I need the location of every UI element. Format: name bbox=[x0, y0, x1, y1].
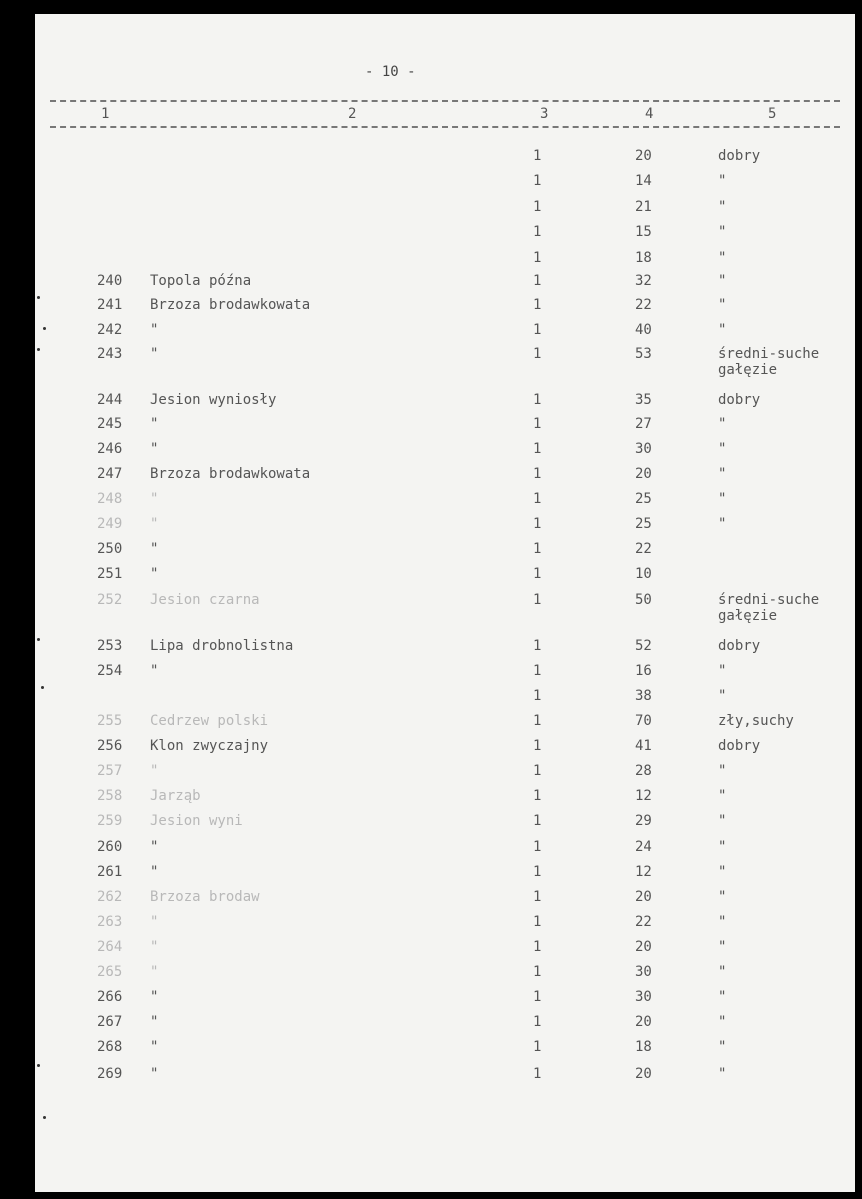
condition: " bbox=[718, 889, 727, 905]
species-name: " bbox=[150, 864, 159, 880]
table-row bbox=[35, 713, 855, 737]
row-number: 269 bbox=[97, 1066, 123, 1082]
species-name: " bbox=[150, 914, 159, 930]
row-number: 256 bbox=[97, 738, 123, 754]
tree-count: 1 bbox=[533, 516, 542, 532]
table-row bbox=[35, 541, 855, 565]
row-number: 264 bbox=[97, 939, 123, 955]
table-row bbox=[35, 273, 855, 297]
tree-count: 1 bbox=[533, 148, 542, 164]
trunk-size: 16 bbox=[635, 663, 652, 679]
condition: dobry bbox=[718, 738, 761, 754]
condition-line-2: gałęzie bbox=[718, 362, 778, 378]
tree-count: 1 bbox=[533, 416, 542, 432]
condition: " bbox=[718, 813, 727, 829]
condition: " bbox=[718, 466, 727, 482]
trunk-size: 20 bbox=[635, 939, 652, 955]
trunk-size: 40 bbox=[635, 322, 652, 338]
species-name: Brzoza brodaw bbox=[150, 889, 260, 905]
table-row bbox=[35, 250, 855, 274]
row-number: 243 bbox=[97, 346, 123, 362]
condition: dobry bbox=[718, 148, 761, 164]
table-row bbox=[35, 688, 855, 712]
trunk-size: 20 bbox=[635, 1066, 652, 1082]
trunk-size: 25 bbox=[635, 491, 652, 507]
row-number: 257 bbox=[97, 763, 123, 779]
species-name: " bbox=[150, 939, 159, 955]
species-name: Brzoza brodawkowata bbox=[150, 297, 311, 313]
tree-count: 1 bbox=[533, 738, 542, 754]
trunk-size: 10 bbox=[635, 566, 652, 582]
species-name: Lipa drobnolistna bbox=[150, 638, 294, 654]
condition: " bbox=[718, 250, 727, 266]
trunk-size: 18 bbox=[635, 250, 652, 266]
tree-count: 1 bbox=[533, 864, 542, 880]
table-row bbox=[35, 491, 855, 515]
condition: " bbox=[718, 1014, 727, 1030]
condition bbox=[718, 346, 819, 378]
tree-count: 1 bbox=[533, 1014, 542, 1030]
column-header-2: 2 bbox=[348, 106, 357, 122]
condition: " bbox=[718, 663, 727, 679]
tree-count: 1 bbox=[533, 964, 542, 980]
trunk-size: 22 bbox=[635, 914, 652, 930]
header-divider-top bbox=[50, 100, 840, 102]
condition: " bbox=[718, 763, 727, 779]
table-row bbox=[35, 839, 855, 863]
document-page bbox=[35, 14, 855, 1192]
row-number: 252 bbox=[97, 592, 123, 608]
species-name: Topola późna bbox=[150, 273, 252, 289]
trunk-size: 12 bbox=[635, 864, 652, 880]
row-number: 266 bbox=[97, 989, 123, 1005]
trunk-size: 38 bbox=[635, 688, 652, 704]
table-row bbox=[35, 864, 855, 888]
condition: " bbox=[718, 1039, 727, 1055]
table-row bbox=[35, 638, 855, 662]
condition: " bbox=[718, 273, 727, 289]
tree-count: 1 bbox=[533, 224, 542, 240]
row-number: 262 bbox=[97, 889, 123, 905]
species-name: Jarząb bbox=[150, 788, 201, 804]
tree-count: 1 bbox=[533, 566, 542, 582]
species-name: Brzoza brodawkowata bbox=[150, 466, 311, 482]
table-row bbox=[35, 173, 855, 197]
row-number: 248 bbox=[97, 491, 123, 507]
table-row bbox=[35, 199, 855, 223]
tree-count: 1 bbox=[533, 688, 542, 704]
tree-count: 1 bbox=[533, 322, 542, 338]
tree-count: 1 bbox=[533, 541, 542, 557]
table-row bbox=[35, 939, 855, 963]
table-row bbox=[35, 566, 855, 590]
table-row bbox=[35, 224, 855, 248]
condition: " bbox=[718, 516, 727, 532]
species-name: Jesion wyni bbox=[150, 813, 243, 829]
trunk-size: 30 bbox=[635, 441, 652, 457]
condition: " bbox=[718, 688, 727, 704]
tree-count: 1 bbox=[533, 441, 542, 457]
tree-count: 1 bbox=[533, 392, 542, 408]
condition: " bbox=[718, 989, 727, 1005]
trunk-size: 20 bbox=[635, 889, 652, 905]
column-header-4: 4 bbox=[645, 106, 654, 122]
table-row bbox=[35, 889, 855, 913]
species-name: " bbox=[150, 541, 159, 557]
row-number: 259 bbox=[97, 813, 123, 829]
tree-count: 1 bbox=[533, 989, 542, 1005]
row-number: 251 bbox=[97, 566, 123, 582]
species-name: " bbox=[150, 1039, 159, 1055]
condition: " bbox=[718, 964, 727, 980]
species-name: " bbox=[150, 516, 159, 532]
table-row bbox=[35, 392, 855, 416]
species-name: " bbox=[150, 989, 159, 1005]
row-number: 242 bbox=[97, 322, 123, 338]
species-name: " bbox=[150, 491, 159, 507]
condition: " bbox=[718, 939, 727, 955]
condition: dobry bbox=[718, 638, 761, 654]
trunk-size: 27 bbox=[635, 416, 652, 432]
table-row bbox=[35, 441, 855, 465]
condition: " bbox=[718, 864, 727, 880]
trunk-size: 28 bbox=[635, 763, 652, 779]
tree-count: 1 bbox=[533, 663, 542, 679]
condition: " bbox=[718, 297, 727, 313]
column-header-5: 5 bbox=[768, 106, 777, 122]
species-name: " bbox=[150, 566, 159, 582]
table-row bbox=[35, 516, 855, 540]
condition: zły,suchy bbox=[718, 713, 794, 729]
tree-count: 1 bbox=[533, 813, 542, 829]
trunk-size: 50 bbox=[635, 592, 652, 608]
tree-count: 1 bbox=[533, 889, 542, 905]
species-name: Klon zwyczajny bbox=[150, 738, 269, 754]
table-row bbox=[35, 322, 855, 346]
species-name: Cedrzew polski bbox=[150, 713, 269, 729]
trunk-size: 24 bbox=[635, 839, 652, 855]
row-number: 260 bbox=[97, 839, 123, 855]
trunk-size: 70 bbox=[635, 713, 652, 729]
table-row bbox=[35, 738, 855, 762]
tree-count: 1 bbox=[533, 273, 542, 289]
trunk-size: 20 bbox=[635, 1014, 652, 1030]
row-number: 255 bbox=[97, 713, 123, 729]
tree-count: 1 bbox=[533, 788, 542, 804]
tree-count: 1 bbox=[533, 250, 542, 266]
trunk-size: 41 bbox=[635, 738, 652, 754]
tree-count: 1 bbox=[533, 592, 542, 608]
row-number: 253 bbox=[97, 638, 123, 654]
species-name: " bbox=[150, 1014, 159, 1030]
condition: " bbox=[718, 441, 727, 457]
species-name: " bbox=[150, 346, 159, 362]
table-row bbox=[35, 914, 855, 938]
row-number: 244 bbox=[97, 392, 123, 408]
trunk-size: 22 bbox=[635, 541, 652, 557]
trunk-size: 21 bbox=[635, 199, 652, 215]
condition: " bbox=[718, 416, 727, 432]
condition: " bbox=[718, 491, 727, 507]
species-name: " bbox=[150, 839, 159, 855]
table-row bbox=[35, 1066, 855, 1090]
trunk-size: 18 bbox=[635, 1039, 652, 1055]
table-row bbox=[35, 813, 855, 837]
table-row bbox=[35, 592, 855, 624]
tree-count: 1 bbox=[533, 839, 542, 855]
condition: " bbox=[718, 322, 727, 338]
row-number: 258 bbox=[97, 788, 123, 804]
row-number: 241 bbox=[97, 297, 123, 313]
table-row bbox=[35, 1039, 855, 1063]
condition: dobry bbox=[718, 392, 761, 408]
table-row bbox=[35, 148, 855, 172]
trunk-size: 29 bbox=[635, 813, 652, 829]
trunk-size: 30 bbox=[635, 964, 652, 980]
trunk-size: 20 bbox=[635, 148, 652, 164]
tree-count: 1 bbox=[533, 763, 542, 779]
table-row bbox=[35, 989, 855, 1013]
tree-count: 1 bbox=[533, 173, 542, 189]
condition-line-1: średni-suche bbox=[718, 346, 820, 362]
table-row bbox=[35, 297, 855, 321]
trunk-size: 52 bbox=[635, 638, 652, 654]
trunk-size: 32 bbox=[635, 273, 652, 289]
tree-count: 1 bbox=[533, 466, 542, 482]
tree-count: 1 bbox=[533, 1039, 542, 1055]
column-header-3: 3 bbox=[540, 106, 549, 122]
tree-count: 1 bbox=[533, 638, 542, 654]
condition: " bbox=[718, 224, 727, 240]
trunk-size: 12 bbox=[635, 788, 652, 804]
trunk-size: 15 bbox=[635, 224, 652, 240]
tree-count: 1 bbox=[533, 297, 542, 313]
tree-count: 1 bbox=[533, 346, 542, 362]
row-number: 240 bbox=[97, 273, 123, 289]
species-name: " bbox=[150, 322, 159, 338]
species-name: Jesion czarna bbox=[150, 592, 260, 608]
row-number: 246 bbox=[97, 441, 123, 457]
condition: " bbox=[718, 839, 727, 855]
condition-line-1: średni-suche bbox=[718, 592, 820, 608]
condition-line-2: gałęzie bbox=[718, 608, 778, 624]
condition bbox=[718, 592, 819, 624]
row-number: 249 bbox=[97, 516, 123, 532]
tree-count: 1 bbox=[533, 1066, 542, 1082]
trunk-size: 35 bbox=[635, 392, 652, 408]
trunk-size: 22 bbox=[635, 297, 652, 313]
trunk-size: 14 bbox=[635, 173, 652, 189]
table-row bbox=[35, 466, 855, 490]
table-row bbox=[35, 763, 855, 787]
species-name: Jesion wyniosły bbox=[150, 392, 277, 408]
table-row bbox=[35, 346, 855, 378]
table-row bbox=[35, 788, 855, 812]
tree-count: 1 bbox=[533, 914, 542, 930]
row-number: 245 bbox=[97, 416, 123, 432]
row-number: 261 bbox=[97, 864, 123, 880]
page-number: - 10 - bbox=[365, 64, 416, 80]
row-number: 254 bbox=[97, 663, 123, 679]
tree-count: 1 bbox=[533, 199, 542, 215]
row-number: 263 bbox=[97, 914, 123, 930]
table-row bbox=[35, 1014, 855, 1038]
trunk-size: 30 bbox=[635, 989, 652, 1005]
species-name: " bbox=[150, 1066, 159, 1082]
row-number: 247 bbox=[97, 466, 123, 482]
row-number: 267 bbox=[97, 1014, 123, 1030]
condition: " bbox=[718, 199, 727, 215]
header-divider-bottom bbox=[50, 126, 840, 128]
tree-count: 1 bbox=[533, 713, 542, 729]
trunk-size: 53 bbox=[635, 346, 652, 362]
condition: " bbox=[718, 173, 727, 189]
species-name: " bbox=[150, 964, 159, 980]
species-name: " bbox=[150, 416, 159, 432]
species-name: " bbox=[150, 763, 159, 779]
table-row bbox=[35, 416, 855, 440]
species-name: " bbox=[150, 663, 159, 679]
tree-count: 1 bbox=[533, 491, 542, 507]
condition: " bbox=[718, 1066, 727, 1082]
table-row bbox=[35, 663, 855, 687]
trunk-size: 20 bbox=[635, 466, 652, 482]
species-name: " bbox=[150, 441, 159, 457]
table-row bbox=[35, 964, 855, 988]
condition: " bbox=[718, 788, 727, 804]
condition: " bbox=[718, 914, 727, 930]
tree-count: 1 bbox=[533, 939, 542, 955]
row-number: 268 bbox=[97, 1039, 123, 1055]
row-number: 250 bbox=[97, 541, 123, 557]
trunk-size: 25 bbox=[635, 516, 652, 532]
column-header-1: 1 bbox=[101, 106, 110, 122]
row-number: 265 bbox=[97, 964, 123, 980]
